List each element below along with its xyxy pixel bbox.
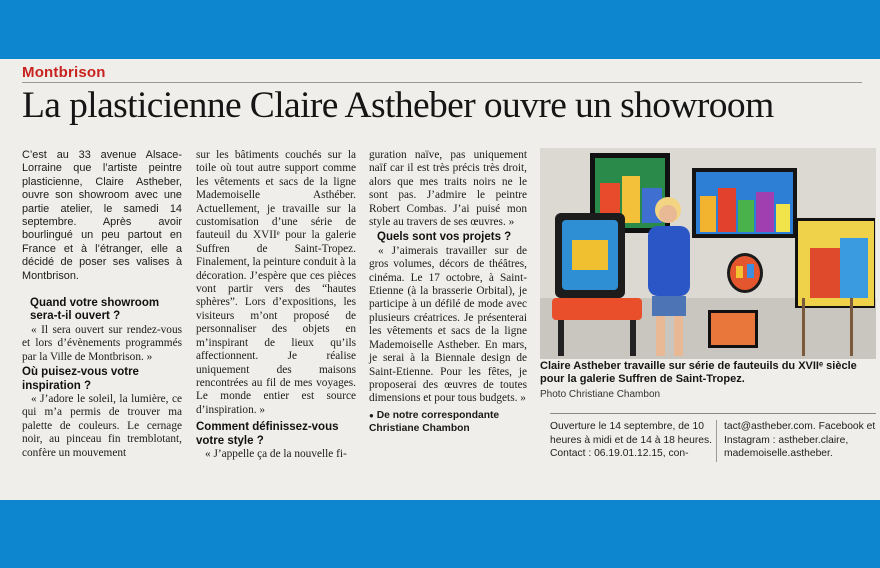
newspaper-clipping	[0, 59, 880, 500]
column-3-body: guration naïve, pas uniquement naïf car il est très précis très droit, alors que mes traits noirs ne le sont pas. J’admire le peintre Robert Combas. J’ai puisé mon style au travers de ses œuvres. »	[369, 149, 527, 229]
question-2: Où puisez-vous votre inspiration ?	[22, 366, 139, 392]
byline-bullet: ●	[369, 410, 374, 420]
article-photo	[540, 148, 876, 359]
article-headline: La plasticienne Claire Astheber ouvre un showroom	[22, 85, 774, 126]
column-2-body: sur les bâtiments couchés sur la toile où tout autre support comme les vêtements et sacs de la ligne Mademoiselle Asthéber. Actuellement, je travaille sur la customisation d’une série de fauteuil du XVIIᵉ pour la galerie Suffren de Saint-Tropez. Finalement, la peinture conduit à la décoration. J’espère que ces pièces vont partir vers des “hautes sphères”. Lors d’expositions, les visiteurs m’ont proposé de personnaliser des objets en m’inspirant de lieux qu’ils affectionnent. Je réalise uniquement des maisons rencontrées au fil de mes voyages. Le monde entier est source d’inspiration. »	[196, 149, 356, 416]
photo-illustration	[540, 148, 876, 359]
info-column-b: tact@astheber.com. Facebook et Instagram : astheber.claire, mademoiselle.astheber.	[724, 421, 876, 459]
info-divider	[716, 420, 717, 462]
answer-4: « J’aimerais travailler sur de gros volumes, décors de théâtres, cinéma. Le 17 octobre, à Saint-Etienne (à la brasserie Orbital), je participe à un défilé de mode avec plusieurs créatrices. Je présenterai les vêtements et sacs de la ligne Mademoiselle Astheber. En mars, je serai à la Biennale design de Saint-Etienne. Pour les fêtes, je proposerai des œuvres de toutes dimensions et pour tous budgets. »	[369, 244, 527, 405]
practical-info-box	[550, 413, 876, 474]
byline	[369, 409, 527, 435]
question-3: Comment définissez-vous votre style ?	[196, 421, 339, 447]
question-4: Quels sont vos projets ?	[377, 231, 512, 244]
photo-caption: Claire Astheber travaille sur série de fauteuils du XVIIᵉ siècle pour la galerie Suffren de Saint-Tropez.	[540, 360, 857, 385]
answer-3-start: « J’appelle ça de la nouvelle fi-	[205, 447, 347, 460]
byline-role: De notre correspondante	[376, 409, 500, 421]
byline-name: Christiane Chambon	[369, 422, 470, 434]
answer-2: « J’adore le soleil, la lumière, ce qui m’a permis de trouver ma palette de couleurs. Le cernage noir, au pinceau fin tremblotant, confère un mouvement	[22, 392, 182, 459]
article-lead: C’est au 33 avenue Alsace-Lorraine que l’artiste peintre plasticienne, Claire Astheber, ouvre son showroom avec une partie atelier, le samedi 14 septembre. Après avoir bourlingué un peu partout en France et à l’étranger, elle a décidé de poser ses valises à Montbrison.	[22, 149, 182, 282]
section-rubric: Montbrison	[22, 64, 106, 81]
info-column-a: Ouverture le 14 septembre, de 10 heures à midi et de 14 à 18 heures. Contact : 06.19.01.12.15, con-	[550, 421, 712, 459]
answer-1: « Il sera ouvert sur rendez-vous et lors d’évènements programmés par la Ville de Montbrison. »	[22, 323, 182, 363]
photo-credit: Photo Christiane Chambon	[540, 389, 661, 400]
question-1: Quand votre showroom sera-t-il ouvert ?	[30, 297, 160, 323]
article-column-3	[369, 149, 527, 435]
article-column-1	[22, 149, 182, 460]
rubric-divider	[22, 82, 862, 83]
article-column-2	[196, 149, 356, 461]
